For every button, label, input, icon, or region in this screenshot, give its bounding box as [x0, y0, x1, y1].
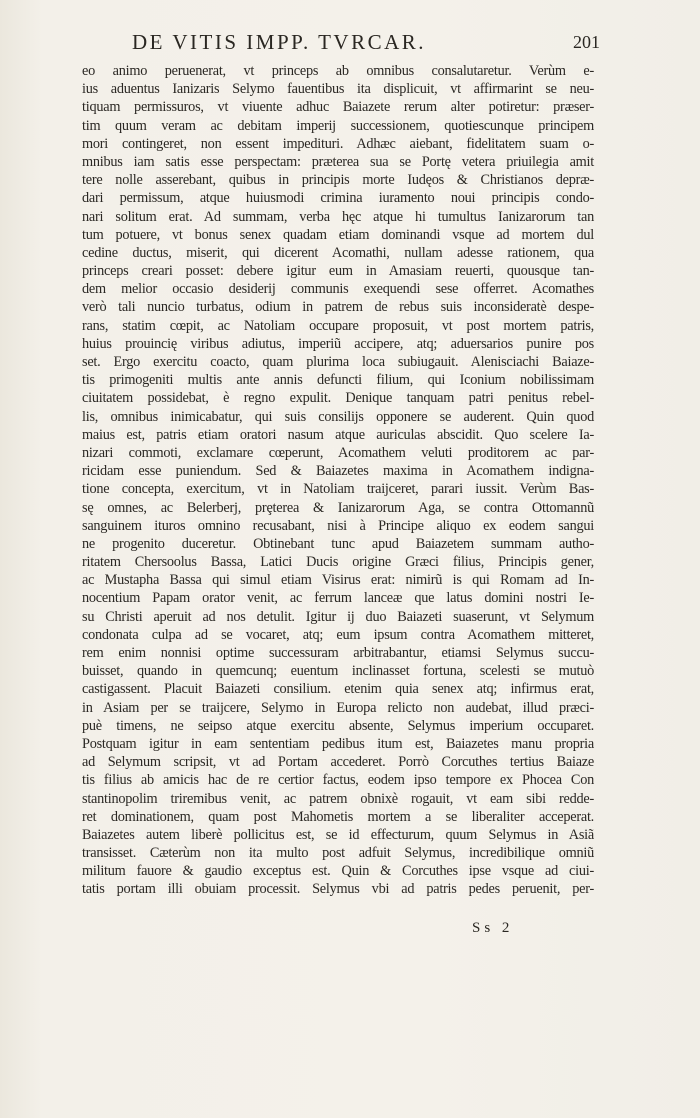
text-line: stantinopolim triremibus venit, ac patrem obnixè rogauit, vt eam sibi redde-	[82, 790, 594, 807]
text-line: dem melior occasio desiderij communis exequendi sese offerret. Acomathes	[82, 281, 594, 298]
text-line: puè timens, ne seipso atque exercitu absente, Selymus imperium occuparet.	[82, 717, 594, 734]
text-line: ad Selymum scripsit, vt ad Portam accederet. Porrò Corcuthes tertius Baiaze	[82, 754, 594, 771]
text-line: tim quum veram ac debitam imperij successionem, quotiescunque principem	[82, 117, 594, 134]
text-line: lis, omnibus inimicabatur, qui suis consilijs opponere se auderent. Quin quod	[82, 408, 594, 425]
text-line: condonata culpa ad se vocaret, atq; eum ipsum contra Acomathem mitteret,	[82, 626, 594, 643]
text-line: su Christi aperuit ad nos detulit. Igitur ij duo Baiazeti suaserunt, vt Selymum	[82, 608, 594, 625]
text-line: rem enim nonnisi optime successuram arbitrabantur, etiamsi Selymus succu-	[82, 645, 594, 661]
text-line: tiquam permissuros, vt viuente adhuc Baiazete rerum alter potiretur: præser-	[82, 99, 594, 116]
text-line: ius aduentus Ianizaris Selymo fauentibus ita displicuit, vt affirmarint se neu-	[82, 81, 594, 98]
text-line: ricidam esse puniendum. Sed & Baiazetes maxima in Acomathem indigna-	[82, 463, 594, 480]
body-text	[82, 62, 594, 899]
text-line: militum fauore & gaudio exceptus est. Quin & Corcuthes ipse vsque ad ciui-	[82, 863, 594, 880]
text-line: transisset. Cæterùm non ita multo post adfuit Selymus, incredibilique omniũ	[82, 845, 594, 862]
text-line: ret dominationem, quam post Mahometis mortem a se liberaliter acceperat.	[82, 808, 594, 825]
text-line: ac Mustapha Bassa qui simul etiam Visirus erat: nimirũ is qui Romam ad In-	[82, 572, 594, 589]
text-line: castigassent. Placuit Baiazeti consilium. etenim quia senex atq; infirmus erat,	[82, 681, 594, 698]
text-line: ciuitatem possidebat, è regno expulit. Denique tanquam patri penitus rebel-	[82, 390, 594, 407]
text-line: eo animo peruenerat, vt princeps ab omnibus consalutaretur. Verùm e-	[82, 63, 594, 79]
text-line: tum potuere, vt bonus senex quadam etiam dominandi vsque ad mortem dul	[82, 226, 594, 243]
signature-mark: Ss 2	[472, 920, 514, 936]
text-line: mnibus iam satis esse perspectam: præterea sua se Portę vetera priuilegia amit	[82, 153, 594, 170]
text-line: rans, statim cœpit, ac Natoliam occupare proposuit, vt post mortem patris,	[82, 317, 594, 334]
text-line: nocentium Papam orator venit, ac ferrum lanceæ que latus domini nostri Ie-	[82, 590, 594, 607]
text-line: tatis portam illi obuiam processit. Selymus vbi ad patris pedes peruenit, per-	[82, 881, 594, 898]
text-line: tione concepta, exercitum, vt in Natoliam traijceret, parari iussit. Verùm Bas-	[82, 481, 594, 498]
text-line: tere nolle asserebant, quibus in principis morte Iudęos & Christianos depræ-	[82, 172, 594, 189]
page-header	[132, 30, 600, 56]
text-line: Baiazetes autem liberè pollicitus est, se id effecturum, quum Selymus in Asiã	[82, 826, 594, 843]
text-line: mori contingeret, non essent impedituri. Adhæc aiebant, fidelitatem suam o-	[82, 135, 594, 152]
text-line: verò tali nuncio turbatus, odium in patrem de rebus suis inconsideratè despe-	[82, 299, 594, 316]
text-line: Postquam igitur in eam sententiam pedibus itum est, Baiazetes manu propria	[82, 735, 594, 752]
text-line: nari solitum erat. Ad summam, verba hęc atque hi tumultus Ianizarorum tan	[82, 208, 594, 225]
text-line: sanguinem ituros omnino recusabant, nisi à Principe aliquo ex eodem sangui	[82, 517, 594, 534]
running-head: DE VITIS IMPP. TVRCAR.	[132, 30, 427, 54]
text-line: set. Ergo exercitu coacto, quam plurima loca subiugauit. Alenisciachi Baiaze-	[82, 354, 594, 370]
text-line: sę omnes, ac Belerberj, prȩterea & Ianizarorum Aga, se contra Ottomannũ	[82, 499, 594, 516]
text-line: ne progenito duceretur. Obtinebant tunc apud Baiazetem summam autho-	[82, 535, 594, 552]
text-line: tis primogeniti multis ante annis defuncti filium, qui Iconium nobilissimam	[82, 372, 594, 389]
text-line: princeps creari posset: debere igitur eum in Amasiam reuerti, quousque tan-	[82, 263, 594, 280]
text-line: buisset, quando in quemcunq; euentum inclinasset fortuna, scelesti se mutuò	[82, 663, 594, 680]
text-line: nizari commoti, exclamare cœperunt, Acomathem veluti proditorem ac par-	[82, 444, 594, 461]
text-line: in Asiam per se traijcere, Selymo in Europa relicto non audebat, illud præci-	[82, 699, 594, 716]
text-line: ritatem Chersoolus Bassa, Latici Ducis origine Græci filius, Principis gener,	[82, 554, 594, 571]
text-line: cedine ductus, miserit, qui dicerent Acomathi, nullam adesse rationem, qua	[82, 244, 594, 261]
text-line: dari permissum, atque huiusmodi crimina iuramento noui principis condo-	[82, 190, 594, 207]
text-line: maius est, patris etiam oratori nasum atque auriculas abscidit. Quo scelere Ia-	[82, 426, 594, 443]
page-number: 201	[573, 32, 600, 52]
text-line: huius prouincię viribus adiutus, imperiũ accipere, atq; aduersarios punire pos	[82, 335, 594, 352]
text-line: tis filius ab amicis hac de re certior factus, eodem ipso tempore ex Phocea Con	[82, 772, 594, 789]
